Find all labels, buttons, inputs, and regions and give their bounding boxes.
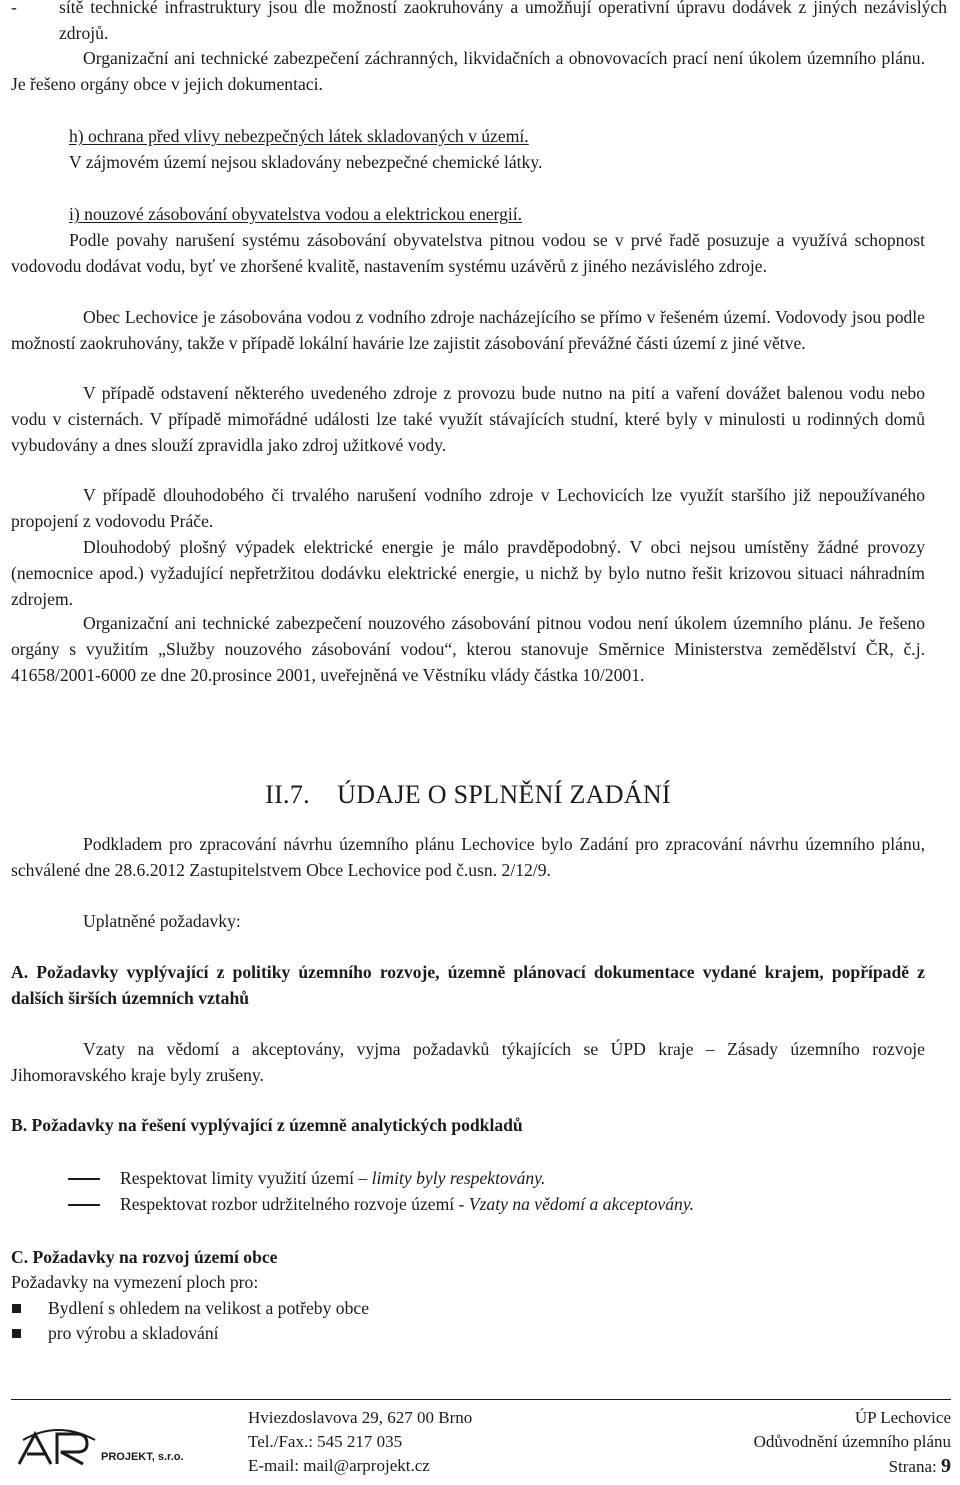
paragraph: V případě dlouhodobého či trvalého narušení vodního zdroje v Lechovicích lze využít staršího již nepoužívaného propojení z vodovodu Práče. [11,485,925,531]
section-heading-text: i) nouzové zásobování obyvatelstva vodou a elektrickou energií. [69,204,523,224]
company-logo [13,1420,213,1470]
square-bullet [12,1304,21,1313]
paragraph: V zájmovém území nejsou skladovány nebezpečné chemické látky. [69,152,543,172]
list-item [11,1321,748,1347]
paragraph: V případě odstavení některého uvedeného zdroje z provozu bude nutno na pití a vaření dovážet balenou vodu nebo vodu v cisternách. V případě mimořádné události lze také využít stávajících studní, které byly v minulosti u rodinných domů vybudovány a dnes slouží zpravidla jako zdroj užitkové vody. [11,383,925,455]
requirement-c-subheading: Požadavky na vymezení ploch pro: [11,1272,259,1292]
section-heading-text: h) ochrana před vlivy nebezpečných látek skladovaných v území. [69,126,529,146]
requirement-a-heading: A. Požadavky vyplývající z politiky územního rozvoje, územně plánovací dokumentace vydané krajem, popřípadě z dalších širších územních vztahů [11,962,925,1008]
list-item [11,1296,748,1322]
paragraph: Vzaty na vědomí a akceptovány, vyjma požadavků týkajících se ÚPD kraje – Zásady územního rozvoje Jihomoravského kraje byly zrušeny. [11,1039,925,1085]
list-item-text: Respektovat limity využití území – [120,1168,372,1188]
footer-address: Hviezdoslavova 29, 627 00 Brno [248,1408,473,1427]
list-item-note: Vzaty na vědomí a akceptovány. [468,1194,695,1214]
square-bullet [12,1329,21,1338]
page-label: Strana: [888,1457,941,1476]
paragraph: Organizační ani technické zabezpečení nouzového zásobování pitnou vodou není úkolem územního plánu. Je řešeno orgány s využitím „Služby nouzového zásobování vodou“, kterou stanovuje Směrnice Ministerstva zemědělství ČR, č.j. 41658/2001-6000 ze dne 20.prosince 2001, uveřejněná ve Věstníku vlády částka 10/2001. [11,613,925,685]
footer-phone: Tel./Fax.: 545 217 035 [248,1432,403,1451]
paragraph: Podle povahy narušení systému zásobování obyvatelstva pitnou vodou se v prvé řadě posuzuje a využívá schopnost vodovodu dodávat vodu, byť ve zhoršené kvalitě, nastavením systému uzávěrů z jiného nezávislého zdroje. [11,230,925,276]
list-item [11,0,947,47]
requirement-b-heading: B. Požadavky na řešení vyplývající z územně analytických podkladů [11,1115,523,1135]
applied-requirements-label: Uplatněné požadavky: [83,911,241,931]
chapter-title: ÚDAJE O SPLNĚNÍ ZADÁNÍ [337,780,671,809]
list-item [11,1166,960,1192]
dash-marker [68,1178,100,1180]
section-heading-i [69,202,929,228]
requirement-c-heading: C. Požadavky na rozvoj území obce [11,1247,278,1267]
list-item-text: Bydlení s ohledem na velikost a potřeby obce [48,1298,370,1318]
paragraph: Dlouhodobý plošný výpadek elektrické energie je málo pravděpodobný. V obci nejsou umístěny žádné provozy (nemocnice apod.) vyžadující nepřetržitou dodávku elektrické energie, u nichž by bylo nutno řešit krizovou situaci náhradním zdrojem. [11,537,925,609]
footer-project: ÚP Lechovice [854,1408,951,1427]
page-number: 9 [941,1455,951,1477]
page-footer [11,1399,951,1480]
list-item-note: limity byly respektovány. [371,1168,546,1188]
footer-page [754,1454,951,1479]
footer-address-block [248,1406,472,1478]
section-heading-h [69,124,929,150]
dash-marker: - [11,0,17,17]
paragraph: Obec Lechovice je zásobována vodou z vodního zdroje nacházejícího se přímo v řešeném území. Vodovody jsou podle možností zaokruhovány, takže v případě lokální havárie lze zajistit zásobování převážné části území z jiné větve. [11,307,925,353]
list-item [11,1192,960,1218]
logo-text: PROJEKT, s.r.o. [101,1451,184,1463]
footer-doc-title: Odůvodnění územního plánu [753,1432,951,1451]
paragraph: Podkladem pro zpracování návrhu územního plánu Lechovice bylo Zadání pro zpracování návrhu územního plánu, schválené dne 28.6.2012 Zastupitelstvem Obce Lechovice pod č.usn. 2/12/9. [11,834,925,880]
chapter-number: II.7. [265,780,310,809]
list-item-text: Respektovat rozbor udržitelného rozvoje území - [120,1194,469,1214]
footer-document-info [754,1406,951,1479]
dash-marker [68,1204,100,1206]
chapter-heading [11,780,925,810]
footer-email: E-mail: mail@arprojekt.cz [248,1456,430,1475]
list-item-text: pro výrobu a skladování [48,1323,219,1343]
paragraph: Organizační ani technické zabezpečení záchranných, likvidačních a obnovovacích prací není úkolem územního plánu. Je řešeno orgány obce v jejich dokumentaci. [11,48,925,94]
list-item-text: sítě technické infrastruktury jsou dle možností zaokruhovány a umožňují operativní úpravu dodávek z jiných nezávislých zdrojů. [59,0,947,43]
